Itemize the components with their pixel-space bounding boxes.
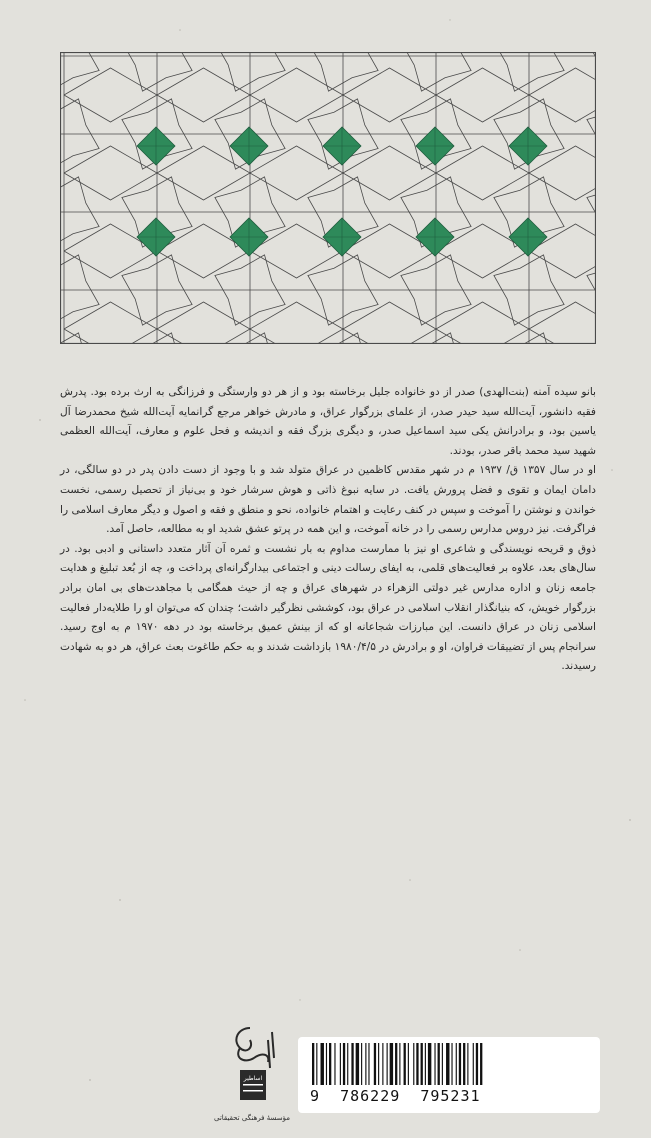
pattern-lattice [64,302,157,344]
barcode-bar [456,1043,457,1085]
geometric-pattern [60,52,596,344]
barcode-bar [361,1043,362,1085]
pattern-star [587,333,596,344]
barcode-bar [428,1043,431,1085]
barcode-bar [312,1043,314,1085]
barcode-digits: 9 786229 795231 [310,1087,481,1105]
barcode-bar [316,1043,317,1085]
barcode-bar [378,1043,379,1085]
barcode-bar [351,1043,353,1085]
publisher-logo-text: اساطیر [243,1075,263,1082]
publisher-logo-icon [210,1018,294,1108]
barcode-bar [421,1043,423,1085]
pattern-lattice [436,302,529,344]
barcode-bar [413,1043,414,1085]
bio-paragraph-2: او در سال ۱۳۵۷ ق/ ۱۹۳۷ م در شهر مقدس کاظمین در عراق متولد شد و با وجود از دست دادن پدر در دو سالگی، در دامان ایمان و تقوی و فضل پرورش یافت. در سایه نبوغ ذاتی و هوش سرشار خود و بی‌نیاز از تحصیل رسمی، نخست خواندن و نوشتن را آموخت و سپس در کنف رعایت و اهتمام خانواده، نحو و منطق و فقه و اصول و دیگر معارف اسلامی را فراگرفت. نیز دروس مدارس رسمی را در خانه آموخت، و این همه در پرتو عشق شدید او به مطالعه، حاصل آمد. [60,464,597,536]
pattern-lattice [157,302,250,344]
publisher-logo [210,1018,294,1122]
barcode-bar [340,1043,341,1085]
pattern-lattice [250,302,343,344]
barcode-bar [343,1043,345,1085]
barcode-bars [308,1043,590,1087]
barcode-bar [326,1043,327,1085]
pattern-star [60,52,99,91]
barcode-bar [446,1043,449,1085]
barcode-bar [442,1043,443,1085]
barcode-bar [425,1043,426,1085]
barcode-bar [408,1043,409,1085]
barcode-bar [390,1043,393,1085]
barcode-bar [382,1043,383,1085]
biography-text [60,383,596,677]
publisher-name: مؤسسهٔ فرهنگی تحقیقاتی [214,1114,290,1122]
barcode-bar [329,1043,331,1085]
isbn-barcode [298,1037,600,1113]
barcode-bar [476,1043,478,1085]
pattern-frame [61,53,596,344]
barcode-bar [321,1043,324,1085]
barcode-bar [473,1043,474,1085]
barcode-bar [438,1043,440,1085]
barcode-bar [434,1043,435,1085]
barcode-bar [459,1043,461,1085]
barcode-bar [387,1043,388,1085]
barcode-bar [347,1043,348,1085]
bio-paragraph-3: ذوق و قریحه نویسندگی و شاعری او نیز با ممارست مداوم به بار نشست و ثمره آن آثار متعدد داستانی و ادبی بود. در سال‌های بعد، علاوه بر فعالیت‌های قلمی، به ایفای رسالت دینی و اجتماعی بیدارگرانه‌ای پرداخت و، چه از بُعد تبلیغ و هدایت جامعه زنان و اداره مدارس غیر دولتی الزهراء در شهرهای عراق و چه از حیث همگامی با مجاهدت‌های بی امان برادر بزرگوار خویش، که بنیانگذار انقلاب اسلامی در عراق بود، کوششی نظرگیر داشت؛ چندان که می‌توان او را طلایه‌دار فعالیت اسلامی زنان در عراق دانست. این مبارزات شجاعانه او که از بینش عمیق برخاسته بود در دهه ۱۹۷۰ م به اوج رسید. سرانجام پس از تضییقات فراوان، او و برادرش در ۱۹۸۰/۴/۵ بازداشت شدند و به حکم طاغوت بعث عراق، هر دو به شهادت رسیدند. [60,542,596,673]
barcode-bar [416,1043,418,1085]
pattern-lattice [529,68,596,122]
barcode-bar [374,1043,376,1085]
barcode-bar [467,1043,468,1085]
pattern-lattice [529,302,596,344]
barcode-bar [404,1043,406,1085]
barcode-bar [365,1043,366,1085]
barcode-bar [395,1043,397,1085]
bio-paragraph-1: بانو سیده آمنه (بنت‌الهدی) صدر از دو خانواده جلیل برخاسته بود و از هر دو وارستگی و فرزانگی به ارث برده بود. پدرش فقیه دانشور، آیت‌الله سید حیدر صدر، از علمای بزرگوار عراق، و مادرش خواهر مرجع گرانمایه آیت‌الله شیخ محمدرضا آل یاسین بود، و برادرانش یکی سید اسماعیل صدر، و دیگری بزرگ فقه و اندیشه و فحل علوم و معارف، آیت‌الله العظمی شهید سید محمد باقر صدر، بودند. [60,386,596,457]
barcode-bar [334,1043,335,1085]
barcode-bar [451,1043,452,1085]
pattern-star [587,52,596,91]
barcode-bar [480,1043,482,1085]
barcode-bar [356,1043,359,1085]
barcode-bar [399,1043,400,1085]
barcode-bar [463,1043,465,1085]
barcode-bar [368,1043,369,1085]
pattern-lattice [343,302,436,344]
